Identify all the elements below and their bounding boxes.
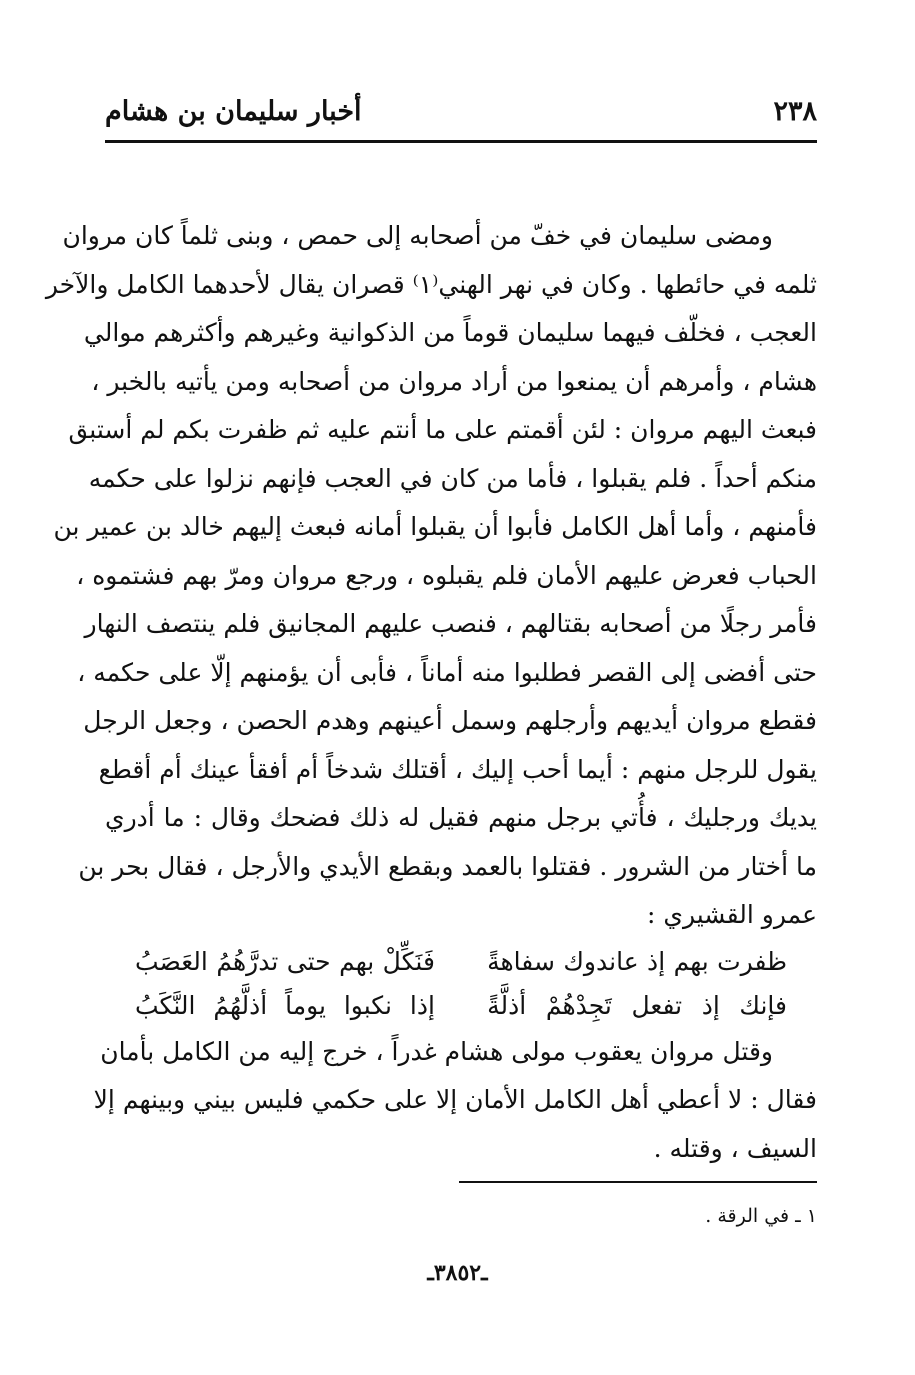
- poem-verses: [105, 940, 817, 1028]
- text-line: حتى أفضى إلى القصر فطلبوا منه أماناً ، فأبى أن يؤمنهم إلّا على حكمه ،: [77, 657, 817, 687]
- verse-second-hemistich: إذا نكبوا يوماً أذلَّهُمُ النَّكَبُ: [135, 990, 435, 1020]
- text-line: هشام ، وأمرهم أن يمنعوا من أراد مروان من أصحابه ومن يأتيه بالخبر ،: [91, 366, 817, 396]
- footnote-rule: [459, 1181, 817, 1183]
- text-line: وقتل مروان يعقوب مولى هشام غدراً ، خرج إليه من الكامل بأمان: [100, 1036, 773, 1066]
- text-line: العجب ، فخلّف فيهما سليمان قوماً من الذكوانية وغيرهم وأكثرهم موالي: [83, 318, 817, 347]
- footer-page-number: ـ٣٨٥٢ـ: [427, 1260, 488, 1286]
- text-line: فقال : لا أعطي أهل الكامل الأمان إلا على حكمي فليس بيني وبينهم إلا: [93, 1085, 817, 1114]
- header-page-number: ٢٣٨: [773, 96, 817, 127]
- header-rule: [105, 140, 817, 143]
- text-line: السيف ، وقتله .: [653, 1133, 817, 1163]
- text-line: ما أختار من الشرور . فقتلوا بالعمد وبقطع الأيدي والأرجل ، فقال بحر بن: [78, 851, 817, 881]
- running-title: أخبار سليمان بن هشام: [105, 96, 362, 127]
- text-line: منكم أحداً . فلم يقبلوا ، فأما من كان في العجب فإنهم نزلوا على حكمه: [88, 463, 817, 493]
- main-text: [45, 212, 817, 1173]
- text-line: عمرو القشيري :: [647, 900, 817, 929]
- footnote: ١ ـ في الرقة .: [705, 1205, 817, 1227]
- verse-second-hemistich: فَنَكِّلْ بهم حتى تدرَّهُمُ العَصَبُ: [135, 946, 435, 976]
- text-line: يديك ورجليك ، فأُتي برجل منهم فقيل له ذلك فضحك وقال : ما أدري: [105, 803, 817, 832]
- text-line: ثلمه في حائطها . وكان في نهر الهني⁽١⁾ قصران يقال لأحدهما الكامل والآخر: [45, 269, 817, 299]
- text-line: فأمنهم ، وأما أهل الكامل فأبوا أن يقبلوا أمانه فبعث إليهم خالد بن عمير بن: [53, 512, 817, 541]
- page-header: [105, 92, 817, 136]
- text-line: ومضى سليمان في خفّ من أصحابه إلى حمص ، وبنى ثلماً كان مروان: [62, 221, 773, 250]
- verse-line: [105, 984, 817, 1028]
- verse-first-hemistich: ظفرت بهم إذ عاندوك سفاهةً: [487, 946, 787, 976]
- text-line: فقطع مروان أيديهم وأرجلهم وسمل أعينهم وهدم الحصن ، وجعل الرجل: [83, 706, 817, 735]
- verse-line: [105, 940, 817, 984]
- text-line: فبعث اليهم مروان : لئن أقمتم على ما أنتم عليه ثم ظفرت بكم لم أستبق: [68, 415, 817, 444]
- text-line: فأمر رجلًا من أصحابه بقتالهم ، فنصب عليهم المجانيق فلم ينتصف النهار: [84, 609, 817, 638]
- text-line: الحباب فعرض عليهم الأمان فلم يقبلوه ، ورجع مروان ومرّ بهم فشتموه ،: [76, 560, 817, 590]
- text-line: يقول للرجل منهم : أيما أحب إليك ، أقتلك شدخاً أم أفقأ عينك أم أقطع: [98, 754, 817, 784]
- verse-first-hemistich: فإنك إذ تفعل تَجِدْهُمْ أذلَّةً: [487, 990, 787, 1020]
